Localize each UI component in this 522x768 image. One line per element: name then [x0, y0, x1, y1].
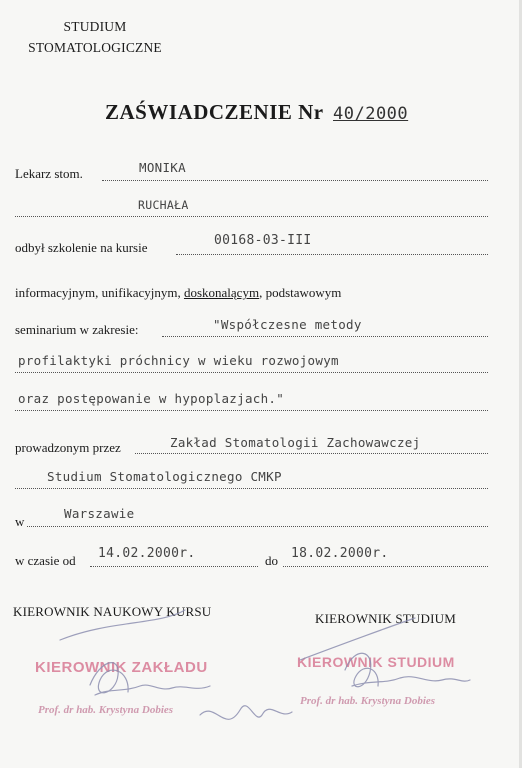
dotted-line — [15, 410, 488, 411]
dotted-line — [15, 216, 488, 217]
place-value: Warszawie — [64, 506, 135, 521]
right-signature-heading: KIEROWNIK STUDIUM — [315, 611, 456, 626]
seminar-topic-line3: oraz postępowanie w hypoplazjach." — [18, 391, 285, 406]
conducted-by-label: prowadzonym przez — [15, 440, 121, 455]
course-types — [15, 285, 341, 301]
seminar-topic-line1: "Współczesne metody — [213, 317, 362, 332]
date-from: 14.02.2000r. — [98, 546, 196, 561]
left-signature-stroke — [90, 663, 128, 693]
period-from-label: w czasie od — [15, 553, 76, 568]
course-number: 00168-03-III — [214, 233, 312, 248]
left-signature-stroke — [60, 610, 185, 640]
dotted-line — [15, 372, 488, 373]
right-signature-stroke — [352, 677, 470, 686]
left-stamp-title: KIEROWNIK ZAKŁADU — [35, 659, 208, 676]
institution-name-line1: STUDIUM — [63, 19, 127, 34]
certificate-number: 40/2000 — [333, 104, 409, 124]
date-to: 18.02.2000r. — [291, 546, 389, 561]
seminar-label: seminarium w zakresie: — [15, 322, 139, 337]
left-signature-heading: KIEROWNIK NAUKOWY KURSU — [13, 604, 212, 619]
period-to-label: do — [265, 553, 278, 568]
course-types-before: informacyjnym, unifikacyjnym, — [15, 285, 184, 300]
left-stamp-name: Prof. dr hab. Krystyna Dobies — [38, 704, 174, 716]
seminar-topic-line2: profilaktyki próchnicy w wieku rozwojowym — [18, 353, 339, 368]
dotted-line — [102, 180, 488, 181]
doctor-last-name: RUCHAŁA — [138, 198, 189, 212]
right-stamp-title: KIEROWNIK STUDIUM — [297, 654, 455, 670]
dotted-line — [176, 254, 488, 255]
document-title-text: ZAŚWIADCZENIE Nr — [105, 100, 324, 124]
place-label: w — [15, 514, 25, 529]
document-title — [105, 100, 408, 125]
dotted-line — [15, 488, 488, 489]
dotted-line — [27, 526, 488, 527]
left-signature-stroke — [200, 706, 292, 720]
doctor-first-name: MONIKA — [139, 160, 186, 175]
course-types-after: , podstawowym — [259, 285, 342, 300]
handwritten-signatures — [0, 600, 522, 768]
dotted-line — [283, 566, 488, 567]
institution-name-line2: STOMATOLOGICZNE — [28, 40, 162, 55]
course-label: odbył szkolenie na kursie — [15, 240, 148, 255]
conducted-by-line1: Zakład Stomatologii Zachowawczej — [170, 435, 421, 450]
left-signature-stroke — [95, 685, 210, 695]
dotted-line — [162, 336, 488, 337]
dotted-line — [135, 453, 488, 454]
dotted-line — [90, 566, 258, 567]
right-stamp-name: Prof. dr hab. Krystyna Dobies — [300, 695, 436, 707]
conducted-by-line2: Studium Stomatologicznego CMKP — [47, 469, 282, 484]
doctor-label: Lekarz stom. — [15, 166, 83, 181]
course-type-selected: doskonalącym — [183, 285, 260, 300]
